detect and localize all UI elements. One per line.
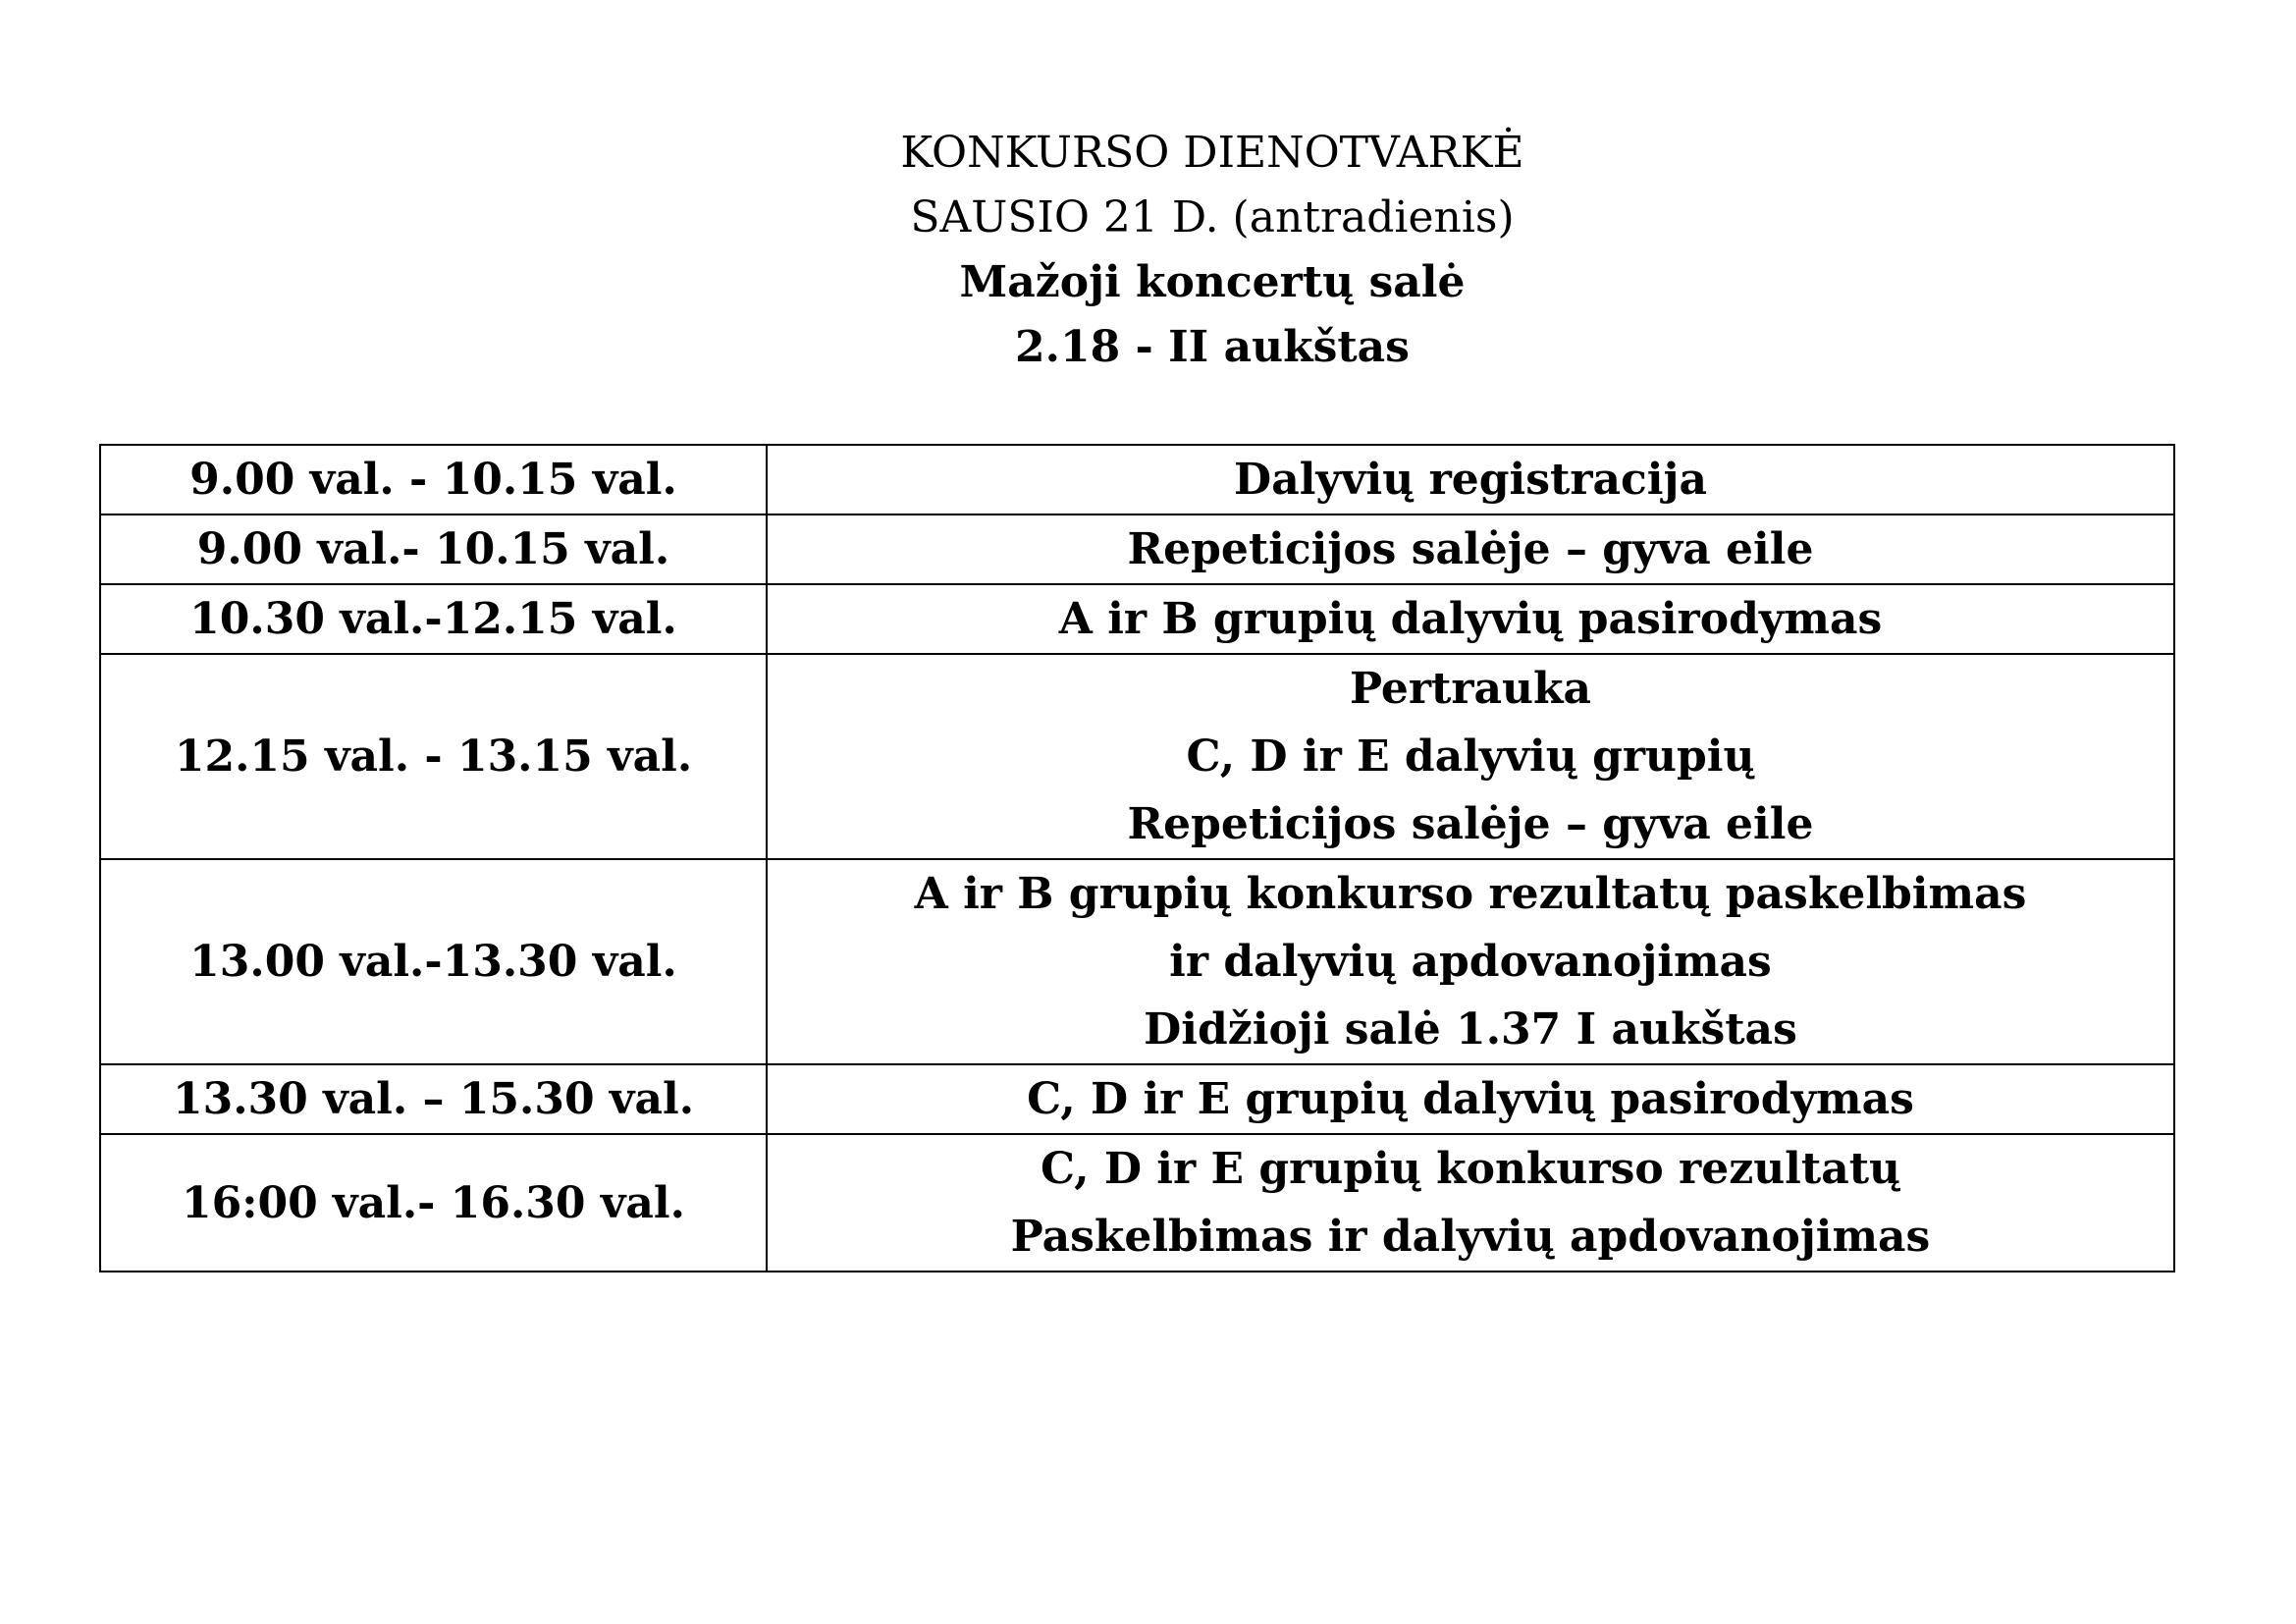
activity-cell bbox=[767, 584, 2174, 654]
schedule-row bbox=[100, 859, 2174, 1064]
time-cell: 12.15 val. - 13.15 val. bbox=[100, 654, 767, 859]
activity-cell bbox=[767, 445, 2174, 514]
schedule-row bbox=[100, 1134, 2174, 1272]
time-cell: 13.30 val. – 15.30 val. bbox=[100, 1064, 767, 1134]
schedule-row bbox=[100, 654, 2174, 859]
schedule-table bbox=[99, 444, 2175, 1272]
schedule-row bbox=[100, 445, 2174, 514]
time-cell: 9.00 val. - 10.15 val. bbox=[100, 445, 767, 514]
heading-venue: Mažoji koncertų salė bbox=[959, 257, 1466, 307]
schedule-row bbox=[100, 1064, 2174, 1134]
time-cell: 9.00 val.- 10.15 val. bbox=[100, 514, 767, 584]
activity-line: ir dalyvių apdovanojimas bbox=[1169, 937, 1772, 987]
activity-cell bbox=[767, 1134, 2174, 1272]
schedule-row bbox=[100, 514, 2174, 584]
activity-cell bbox=[767, 514, 2174, 584]
heading-title: KONKURSO DIENOTVARKĖ bbox=[900, 128, 1524, 178]
time-cell: 13.00 val.-13.30 val. bbox=[100, 859, 767, 1064]
activity-cell bbox=[767, 654, 2174, 859]
activity-line: C, D ir E grupių dalyvių pasirodymas bbox=[1027, 1074, 1914, 1124]
activity-line: Dalyvių registracija bbox=[1234, 455, 1707, 505]
time-cell: 16:00 val.- 16.30 val. bbox=[100, 1134, 767, 1272]
activity-line: C, D ir E grupių konkurso rezultatų bbox=[1040, 1144, 1901, 1194]
schedule-row bbox=[100, 584, 2174, 654]
heading-date: SAUSIO 21 D. (antradienis) bbox=[910, 192, 1515, 243]
time-cell: 10.30 val.-12.15 val. bbox=[100, 584, 767, 654]
activity-cell bbox=[767, 1064, 2174, 1134]
activity-line: A ir B grupių konkurso rezultatų paskelbimas bbox=[914, 869, 2027, 919]
activity-line: Repeticijos salėje – gyva eile bbox=[1127, 524, 1814, 574]
activity-line: C, D ir E dalyvių grupių bbox=[1186, 731, 1755, 782]
activity-line: A ir B grupių dalyvių pasirodymas bbox=[1058, 594, 1883, 644]
activity-line: Pertrauka bbox=[1349, 664, 1592, 714]
activity-line: Repeticijos salėje – gyva eile bbox=[1127, 799, 1814, 849]
activity-cell bbox=[767, 859, 2174, 1064]
activity-line: Paskelbimas ir dalyvių apdovanojimas bbox=[1010, 1212, 1931, 1262]
heading-room: 2.18 - II aukštas bbox=[1015, 322, 1410, 372]
activity-line: Didžioji salė 1.37 I aukštas bbox=[1144, 1004, 1797, 1055]
document-heading bbox=[0, 121, 2296, 380]
